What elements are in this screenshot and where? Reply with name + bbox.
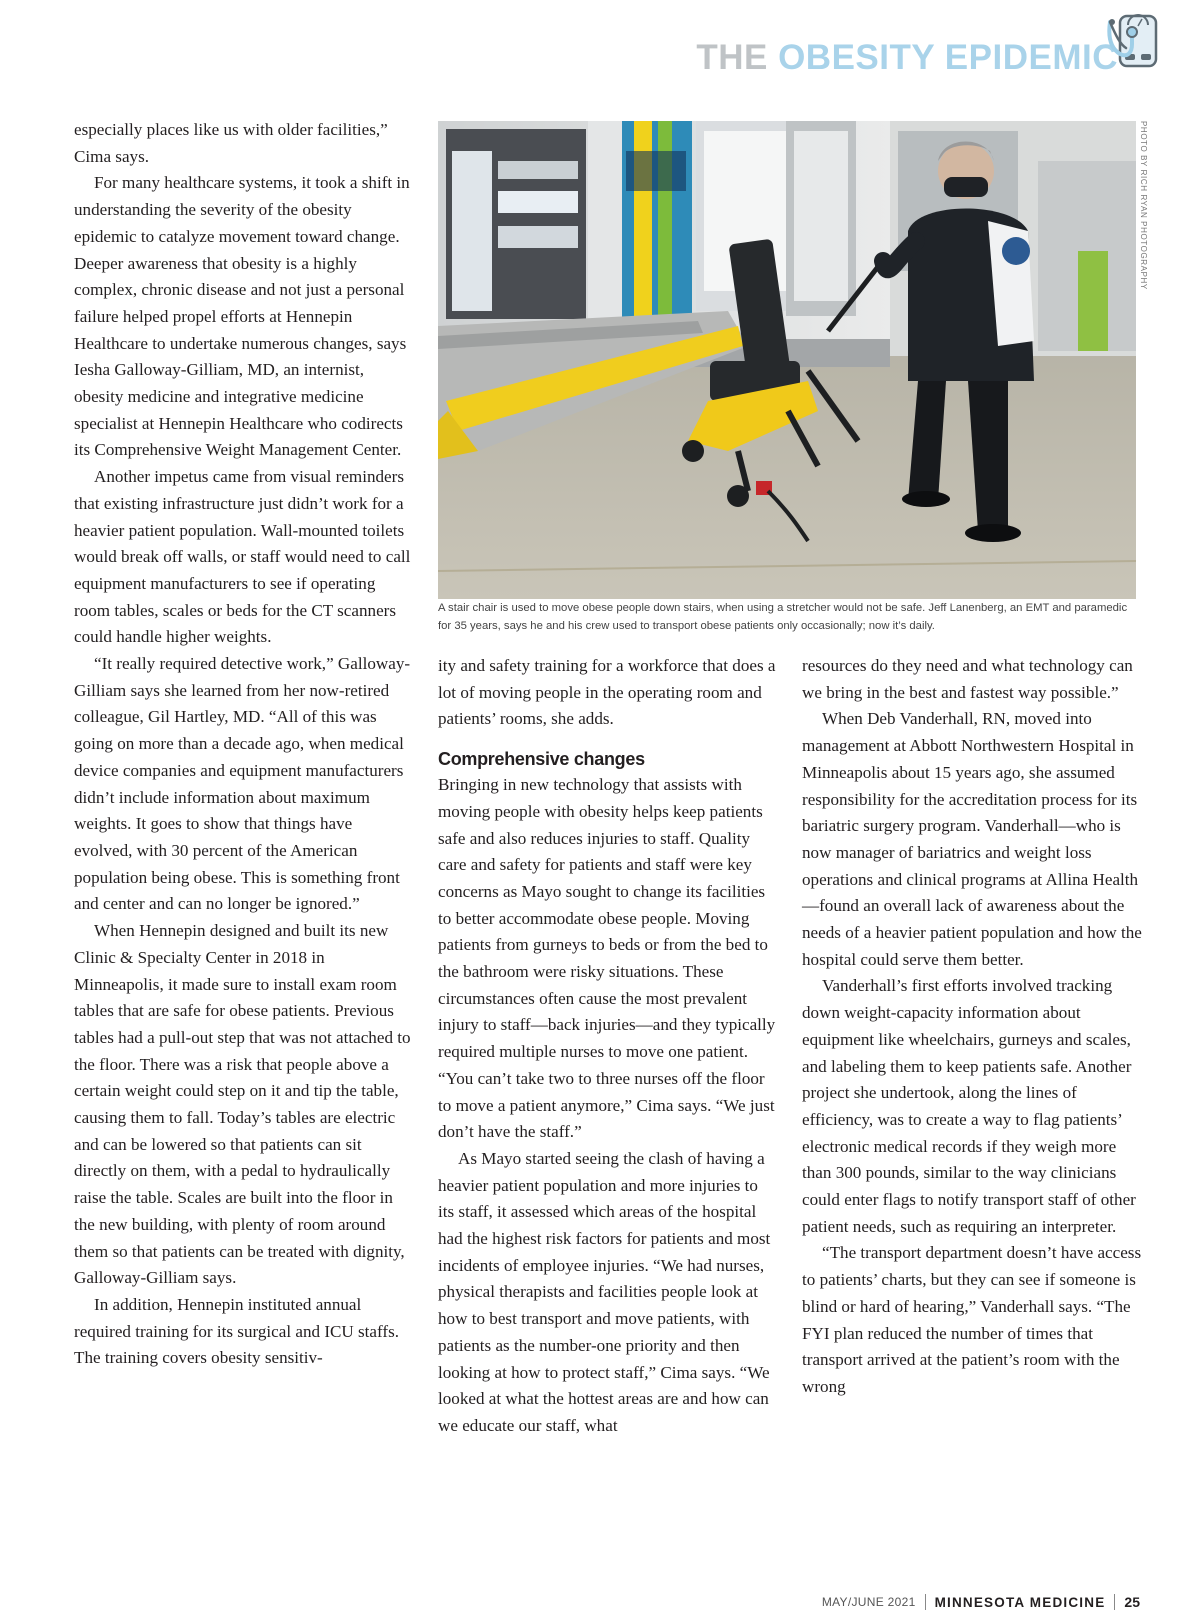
section-title-prefix: THE bbox=[696, 38, 779, 77]
paragraph: In addition, Hennepin instituted annual required training for its surgical and ICU staffs. The training covers obesity sensitiv- bbox=[74, 1294, 400, 1368]
photo-credit: PHOTO BY RICH RYAN PHOTOGRAPHY bbox=[1139, 121, 1148, 290]
article-photo bbox=[438, 121, 1136, 599]
issue-date: MAY/JUNE 2021 bbox=[821, 1595, 916, 1609]
paragraph: Bringing in new technology that assists with moving people with obesity helps keep patients safe and also reduces injuries to staff. Quality care and safety for patients and staff were key concerns as Mayo sought to change its facilities to better accommodate obese people. Moving patients from gurneys to beds or from the bed to the bathroom were risky situations. These circumstances often cause the most prevalent injury to staff—back injuries—and they typically required multiple nurses to move one patient. “You can’t take two to three nurses off the floor to move a patient anymore,” Cima says. “We just don’t have the staff.” bbox=[438, 775, 776, 1142]
photo-caption: A stair chair is used to move obese people down stairs, when using a stretcher would not be safe. Jeff Lanenberg, an EMT and paramedic for 35 years, says he and his crew used to transport obese patients only occasionally; now it’s daily. bbox=[438, 602, 1128, 632]
paragraph: When Deb Vanderhall, RN, moved into management at Abbott Northwestern Hospital in Minneapolis about 15 years ago, she assumed responsibility for the accreditation process for its bariatric surgery program. Vanderhall—who is now manager of bariatrics and weight loss operations and clinical programs at Allina Health—found an overall lack of awareness about the needs of a heavier patient population and how the hospital could serve them better. bbox=[802, 709, 1142, 969]
paragraph: ity and safety training for a workforce that does a lot of moving people in the operating room and patients’ rooms, she adds. bbox=[438, 656, 776, 729]
section-header bbox=[696, 38, 1118, 78]
article-column-3 bbox=[802, 653, 1142, 1401]
paragraph: resources do they need and what technology can we bring in the best and fastest way possible.” bbox=[802, 656, 1133, 702]
paragraph: For many healthcare systems, it took a shift in understanding the severity of the obesity epidemic to catalyze movement toward change. Deeper awareness that obesity is a highly complex, chronic disease and not just a personal failure helped propel efforts at Hennepin Healthcare to undertake numerous changes, says Iesha Galloway-Gilliam, MD, an internist, obesity medicine and integrative medicine specialist at Hennepin Healthcare who codirects its Comprehensive Weight Management Center. bbox=[74, 173, 410, 460]
section-title-topic: OBESITY EPIDEMIC bbox=[778, 38, 1118, 77]
stair-chair-photo bbox=[438, 121, 1136, 599]
paragraph: As Mayo started seeing the clash of having a heavier patient population and more injuries to its staff, it assessed which areas of the hospital had the highest risk factors for patients and most incidents of employee injuries. “We had nurses, physical therapists and facilities people look at how to best transport and move patients, with patients as the number-one priority and then looking at how to protect staff,” Cima says. “We looked at what the hottest areas are and how can we educate our staff, what bbox=[438, 1148, 771, 1435]
article-column-2 bbox=[438, 653, 778, 1440]
paragraph: especially places like us with older facilities,” Cima says. bbox=[74, 120, 388, 166]
article-column-1 bbox=[74, 117, 412, 1372]
magazine-name: MINNESOTA MEDICINE bbox=[934, 1594, 1106, 1610]
subheading: Comprehensive changes bbox=[438, 749, 645, 770]
section-title bbox=[696, 38, 1118, 78]
paragraph: “It really required detective work,” Galloway-Gilliam says she learned from her now-retired colleague, Gil Hartley, MD. “All of this was going on more than a decade ago, when medical device companies and equipment manufacturers didn’t include information about maximum weights. It goes to show that things have evolved, with 30 percent of the American population being obese. This is something front and center and can no longer be ignored.” bbox=[74, 654, 411, 914]
footer-divider bbox=[1114, 1594, 1115, 1610]
paragraph: “The transport department doesn’t have access to patients’ charts, but they can see if someone is blind or hard of hearing,” Vanderhall says. “The FYI plan reduced the number of times that transport arrived at the patient’s room with the wrong bbox=[802, 1243, 1142, 1396]
paragraph: When Hennepin designed and built its new Clinic & Specialty Center in 2018 in Minneapolis, it made sure to install exam room tables that are safe for obese patients. Previous tables had a pull-out step that was not attached to the floor. There was a risk that people above a certain weight could step on it and tip the table, causing them to fall. Today’s tables are electric and can be lowered so that patients can sit directly on them, with a pedal to hydraulically raise the table. Scales are built into the floor in the new building, with plenty of room around them so that patients can be treated with dignity, Galloway-Gilliam says. bbox=[74, 921, 411, 1288]
paragraph: Another impetus came from visual reminders that existing infrastructure just didn’t work for a heavier patient population. Wall-mounted toilets would break off walls, or staff would need to call equipment manufacturers to see if operating room tables, scales or beds for the CT scanners could handle higher weights. bbox=[74, 467, 411, 647]
paragraph: Vanderhall’s first efforts involved tracking down weight-capacity information about equipment like wheelchairs, gurneys and scales, and labeling them to keep patients safe. Another project she undertook, along the lines of efficiency, was to create a way to flag patients’ electronic medical records if they weigh more than 300 pounds, similar to the way clinicians could enter flags to notify transport staff of other patient needs, such as requiring an interpreter. bbox=[802, 976, 1136, 1236]
stethoscope-scale-icon bbox=[1106, 14, 1162, 76]
footer-divider bbox=[925, 1594, 926, 1610]
page-footer bbox=[822, 1594, 1140, 1610]
page-number: 25 bbox=[1124, 1594, 1140, 1610]
